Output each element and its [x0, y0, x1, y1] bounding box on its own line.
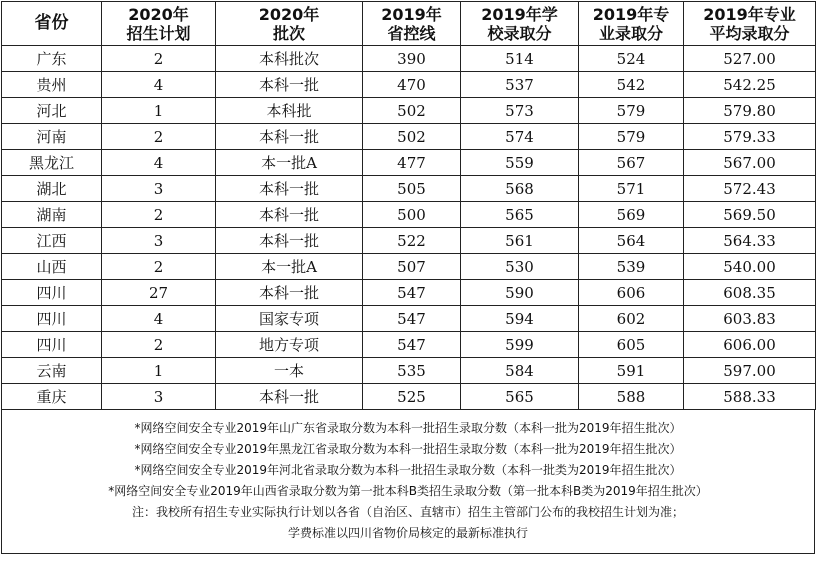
plan-cell: 2 — [102, 202, 216, 228]
avg-score-cell: 569.50 — [684, 202, 816, 228]
batch-cell: 地方专项 — [216, 332, 363, 358]
table-header-row — [2, 2, 816, 46]
table-row — [2, 124, 816, 150]
major-score-cell: 569 — [579, 202, 684, 228]
avg-score-cell: 579.33 — [684, 124, 816, 150]
footnote-line: 学费标准以四川省物价局核定的最新标准执行 — [287, 526, 528, 540]
school-score-cell: 599 — [461, 332, 579, 358]
table-row — [2, 384, 816, 410]
batch-cell: 本科一批 — [216, 124, 363, 150]
header-text: 省份 — [34, 13, 69, 33]
school-score-cell: 537 — [461, 72, 579, 98]
footnote-line: *网络空间安全专业2019年山广东省录取分数为本科一批招生录取分数（本科一批为2019年招生批次） — [134, 421, 682, 435]
plan-cell: 1 — [102, 358, 216, 384]
header-text: 平均录取分 — [709, 23, 790, 43]
header-text: 招生计划 — [126, 23, 191, 43]
major-score-cell: 606 — [579, 280, 684, 306]
header-text: 校录取分 — [487, 23, 552, 43]
school-score-cell: 565 — [461, 202, 579, 228]
school-score-cell: 584 — [461, 358, 579, 384]
batch-cell: 国家专项 — [216, 306, 363, 332]
avg-score-cell: 527.00 — [684, 46, 816, 72]
table-row — [2, 46, 816, 72]
header-school-score-2019 — [461, 2, 579, 46]
plan-cell: 4 — [102, 306, 216, 332]
header-text: 批次 — [272, 23, 305, 43]
header-major-score-2019 — [579, 2, 684, 46]
control-line-cell: 507 — [363, 254, 461, 280]
control-line-cell: 502 — [363, 124, 461, 150]
avg-score-cell: 603.83 — [684, 306, 816, 332]
avg-score-cell: 540.00 — [684, 254, 816, 280]
major-score-cell: 571 — [579, 176, 684, 202]
major-score-cell: 588 — [579, 384, 684, 410]
province-cell: 山西 — [2, 254, 102, 280]
plan-cell: 3 — [102, 228, 216, 254]
province-cell: 四川 — [2, 332, 102, 358]
avg-score-cell: 567.00 — [684, 150, 816, 176]
school-score-cell: 594 — [461, 306, 579, 332]
school-score-cell: 573 — [461, 98, 579, 124]
major-score-cell: 602 — [579, 306, 684, 332]
header-text: 2019年学 — [481, 4, 558, 24]
table-row — [2, 306, 816, 332]
major-score-cell: 579 — [579, 98, 684, 124]
plan-cell: 4 — [102, 72, 216, 98]
control-line-cell: 477 — [363, 150, 461, 176]
header-text: 省控线 — [387, 23, 436, 43]
header-text: 2019年专业 — [703, 4, 796, 24]
province-cell: 湖南 — [2, 202, 102, 228]
header-text: 2019年 — [381, 4, 442, 24]
school-score-cell: 514 — [461, 46, 579, 72]
major-score-cell: 542 — [579, 72, 684, 98]
header-text: 2019年专 — [592, 4, 670, 24]
major-score-cell: 579 — [579, 124, 684, 150]
avg-score-cell: 579.80 — [684, 98, 816, 124]
control-line-cell: 502 — [363, 98, 461, 124]
table-row — [2, 176, 816, 202]
plan-cell: 2 — [102, 332, 216, 358]
header-major-avg-score-2019 — [684, 2, 816, 46]
header-batch-2020 — [216, 2, 363, 46]
control-line-cell: 505 — [363, 176, 461, 202]
header-text: 2020年 — [128, 4, 189, 24]
school-score-cell: 530 — [461, 254, 579, 280]
control-line-cell: 522 — [363, 228, 461, 254]
admission-table — [1, 1, 816, 410]
header-text: 2020年 — [258, 4, 320, 24]
avg-score-cell: 608.35 — [684, 280, 816, 306]
table-row — [2, 254, 816, 280]
control-line-cell: 547 — [363, 306, 461, 332]
province-cell: 四川 — [2, 280, 102, 306]
batch-cell: 本科一批 — [216, 384, 363, 410]
batch-cell: 一本 — [216, 358, 363, 384]
province-cell: 云南 — [2, 358, 102, 384]
major-score-cell: 567 — [579, 150, 684, 176]
control-line-cell: 470 — [363, 72, 461, 98]
batch-cell: 本一批A — [216, 254, 363, 280]
school-score-cell: 590 — [461, 280, 579, 306]
batch-cell: 本科一批 — [216, 72, 363, 98]
province-cell: 湖北 — [2, 176, 102, 202]
province-cell: 黑龙江 — [2, 150, 102, 176]
avg-score-cell: 588.33 — [684, 384, 816, 410]
table-row — [2, 228, 816, 254]
province-cell: 重庆 — [2, 384, 102, 410]
table-row — [2, 98, 816, 124]
footnote-line: *网络空间安全专业2019年河北省录取分数为本科一批招生录取分数（本科一批类为2019年招生批次） — [134, 463, 682, 477]
admission-score-sheet — [1, 1, 815, 572]
province-cell: 江西 — [2, 228, 102, 254]
major-score-cell: 591 — [579, 358, 684, 384]
major-score-cell: 524 — [579, 46, 684, 72]
major-score-cell: 539 — [579, 254, 684, 280]
header-control-line-2019 — [363, 2, 461, 46]
plan-cell: 2 — [102, 46, 216, 72]
table-body — [2, 46, 816, 410]
plan-cell: 2 — [102, 124, 216, 150]
school-score-cell: 561 — [461, 228, 579, 254]
school-score-cell: 565 — [461, 384, 579, 410]
school-score-cell: 568 — [461, 176, 579, 202]
control-line-cell: 547 — [363, 332, 461, 358]
footnote-line: *网络空间安全专业2019年黑龙江省录取分数为本科一批招生录取分数（本科一批为2019年招生批次） — [134, 442, 682, 456]
table-row — [2, 202, 816, 228]
control-line-cell: 547 — [363, 280, 461, 306]
avg-score-cell: 542.25 — [684, 72, 816, 98]
major-score-cell: 605 — [579, 332, 684, 358]
table-row — [2, 332, 816, 358]
plan-cell: 4 — [102, 150, 216, 176]
batch-cell: 本科一批 — [216, 202, 363, 228]
header-plan-2020 — [102, 2, 216, 46]
plan-cell: 2 — [102, 254, 216, 280]
footnote-line: *网络空间安全专业2019年山西省录取分数为第一批本科B类招生录取分数（第一批本科B类为2019年招生批次） — [108, 484, 708, 498]
school-score-cell: 574 — [461, 124, 579, 150]
batch-cell: 本科一批 — [216, 176, 363, 202]
batch-cell: 本科批 — [216, 98, 363, 124]
plan-cell: 3 — [102, 176, 216, 202]
footnote-line: 注：我校所有招生专业实际执行计划以各省（自治区、直辖市）招生主管部门公布的我校招生计划为准； — [131, 505, 684, 519]
table-row — [2, 150, 816, 176]
batch-cell: 本科一批 — [216, 228, 363, 254]
avg-score-cell: 597.00 — [684, 358, 816, 384]
avg-score-cell: 564.33 — [684, 228, 816, 254]
batch-cell: 本科一批 — [216, 280, 363, 306]
table-row — [2, 72, 816, 98]
control-line-cell: 390 — [363, 46, 461, 72]
batch-cell: 本科批次 — [216, 46, 363, 72]
plan-cell: 3 — [102, 384, 216, 410]
school-score-cell: 559 — [461, 150, 579, 176]
plan-cell: 1 — [102, 98, 216, 124]
province-cell: 广东 — [2, 46, 102, 72]
batch-cell: 本一批A — [216, 150, 363, 176]
table-row — [2, 358, 816, 384]
plan-cell: 27 — [102, 280, 216, 306]
header-province — [2, 2, 102, 46]
province-cell: 四川 — [2, 306, 102, 332]
province-cell: 河北 — [2, 98, 102, 124]
table-row — [2, 280, 816, 306]
province-cell: 贵州 — [2, 72, 102, 98]
control-line-cell: 525 — [363, 384, 461, 410]
avg-score-cell: 572.43 — [684, 176, 816, 202]
avg-score-cell: 606.00 — [684, 332, 816, 358]
major-score-cell: 564 — [579, 228, 684, 254]
control-line-cell: 500 — [363, 202, 461, 228]
header-text: 业录取分 — [598, 23, 663, 43]
control-line-cell: 535 — [363, 358, 461, 384]
footnotes — [1, 410, 815, 554]
province-cell: 河南 — [2, 124, 102, 150]
